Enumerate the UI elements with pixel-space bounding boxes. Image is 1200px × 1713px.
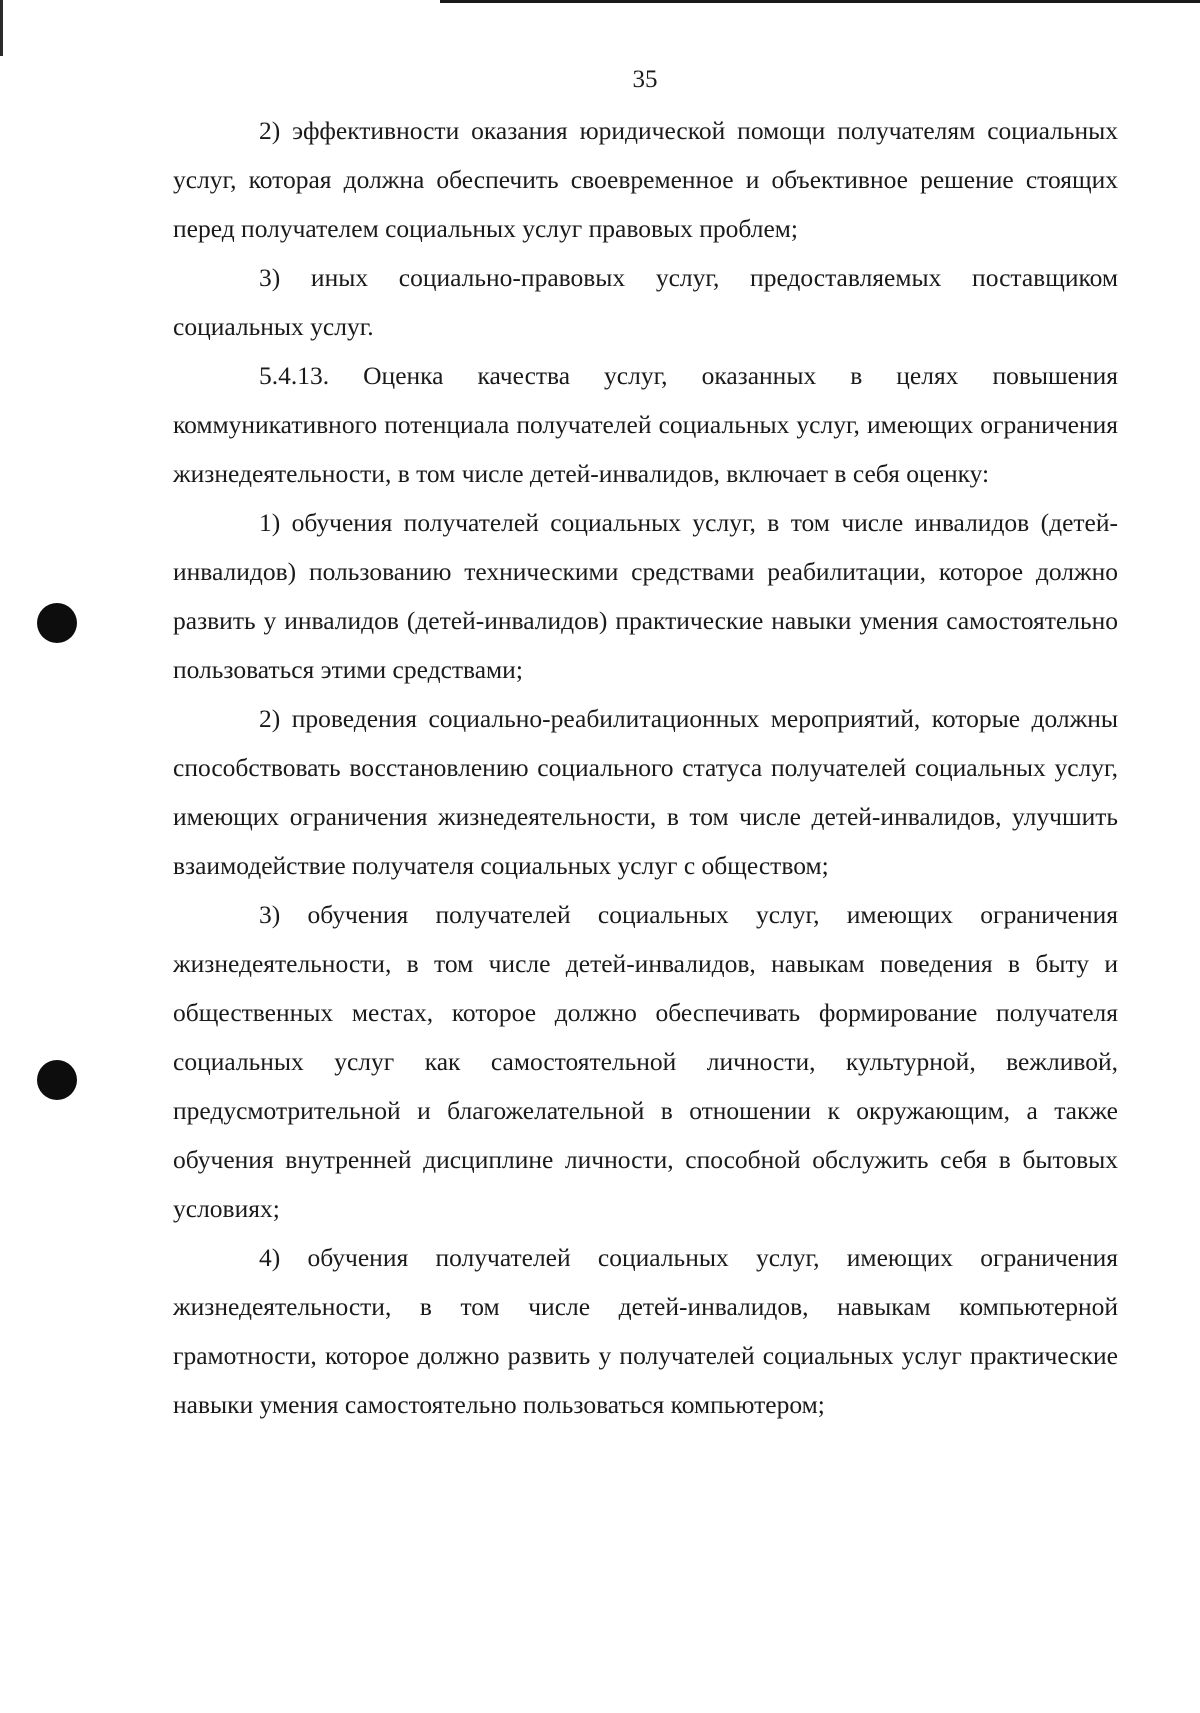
paragraph-item-3-behavior-skills: 3) обучения получателей социальных услуг, имеющих ограничения жизнедеятельности, в том числе детей-инвалидов, навыкам поведения в быту и общественных местах, которое должно обеспечивать формирование получателя социальных услуг как самостоятельной личности, культурной, вежливой, предусмотрительной и благожелательной в отношении к окружающим, а также обучения внутренней дисциплине личности, способной обслужить себя в бытовых условиях; [173, 900, 1118, 1223]
paragraph-item-4-computer-literacy: 4) обучения получателей социальных услуг, имеющих ограничения жизнедеятельности, в том числе детей-инвалидов, навыкам компьютерной грамотности, которое должно развить у получателей социальных услуг практические навыки умения самостоятельно пользоваться компьютером; [173, 1243, 1118, 1419]
scan-left-edge-mark [0, 0, 3, 56]
paragraph-item-2-legal-aid: 2) эффективности оказания юридической помощи получателям социальных услуг, которая должна обеспечить своевременное и объективное решение стоящих перед получателем социальных услуг правовых проблем; [173, 116, 1118, 243]
document-body [173, 106, 1118, 1429]
binder-hole-upper [37, 603, 77, 643]
paragraph-item-2-rehab-activities: 2) проведения социально-реабилитационных мероприятий, которые должны способствовать восстановлению социального статуса получателей социальных услуг, имеющих ограничения жизнедеятельности, в том числе детей-инвалидов, улучшить взаимодействие получателя социальных услуг с обществом; [173, 704, 1118, 880]
binder-hole-lower [37, 1060, 77, 1100]
paragraph-section-5-4-13: 5.4.13. Оценка качества услуг, оказанных в целях повышения коммуникативного потенциала получателей социальных услуг, имеющих ограничения жизнедеятельности, в том числе детей-инвалидов, включает в себя оценку: [173, 361, 1118, 488]
page-number: 35 [632, 66, 658, 93]
scan-top-edge-line [440, 0, 1200, 3]
paragraph-item-1-training-rehab-means: 1) обучения получателей социальных услуг, в том числе инвалидов (детей-инвалидов) пользованию техническими средствами реабилитации, которое должно развить у инвалидов (детей-инвалидов) практические навыки умения самостоятельно пользоваться этими средствами; [173, 508, 1118, 684]
paragraph-item-3-other-legal-services: 3) иных социально-правовых услуг, предоставляемых поставщиком социальных услуг. [173, 263, 1118, 341]
